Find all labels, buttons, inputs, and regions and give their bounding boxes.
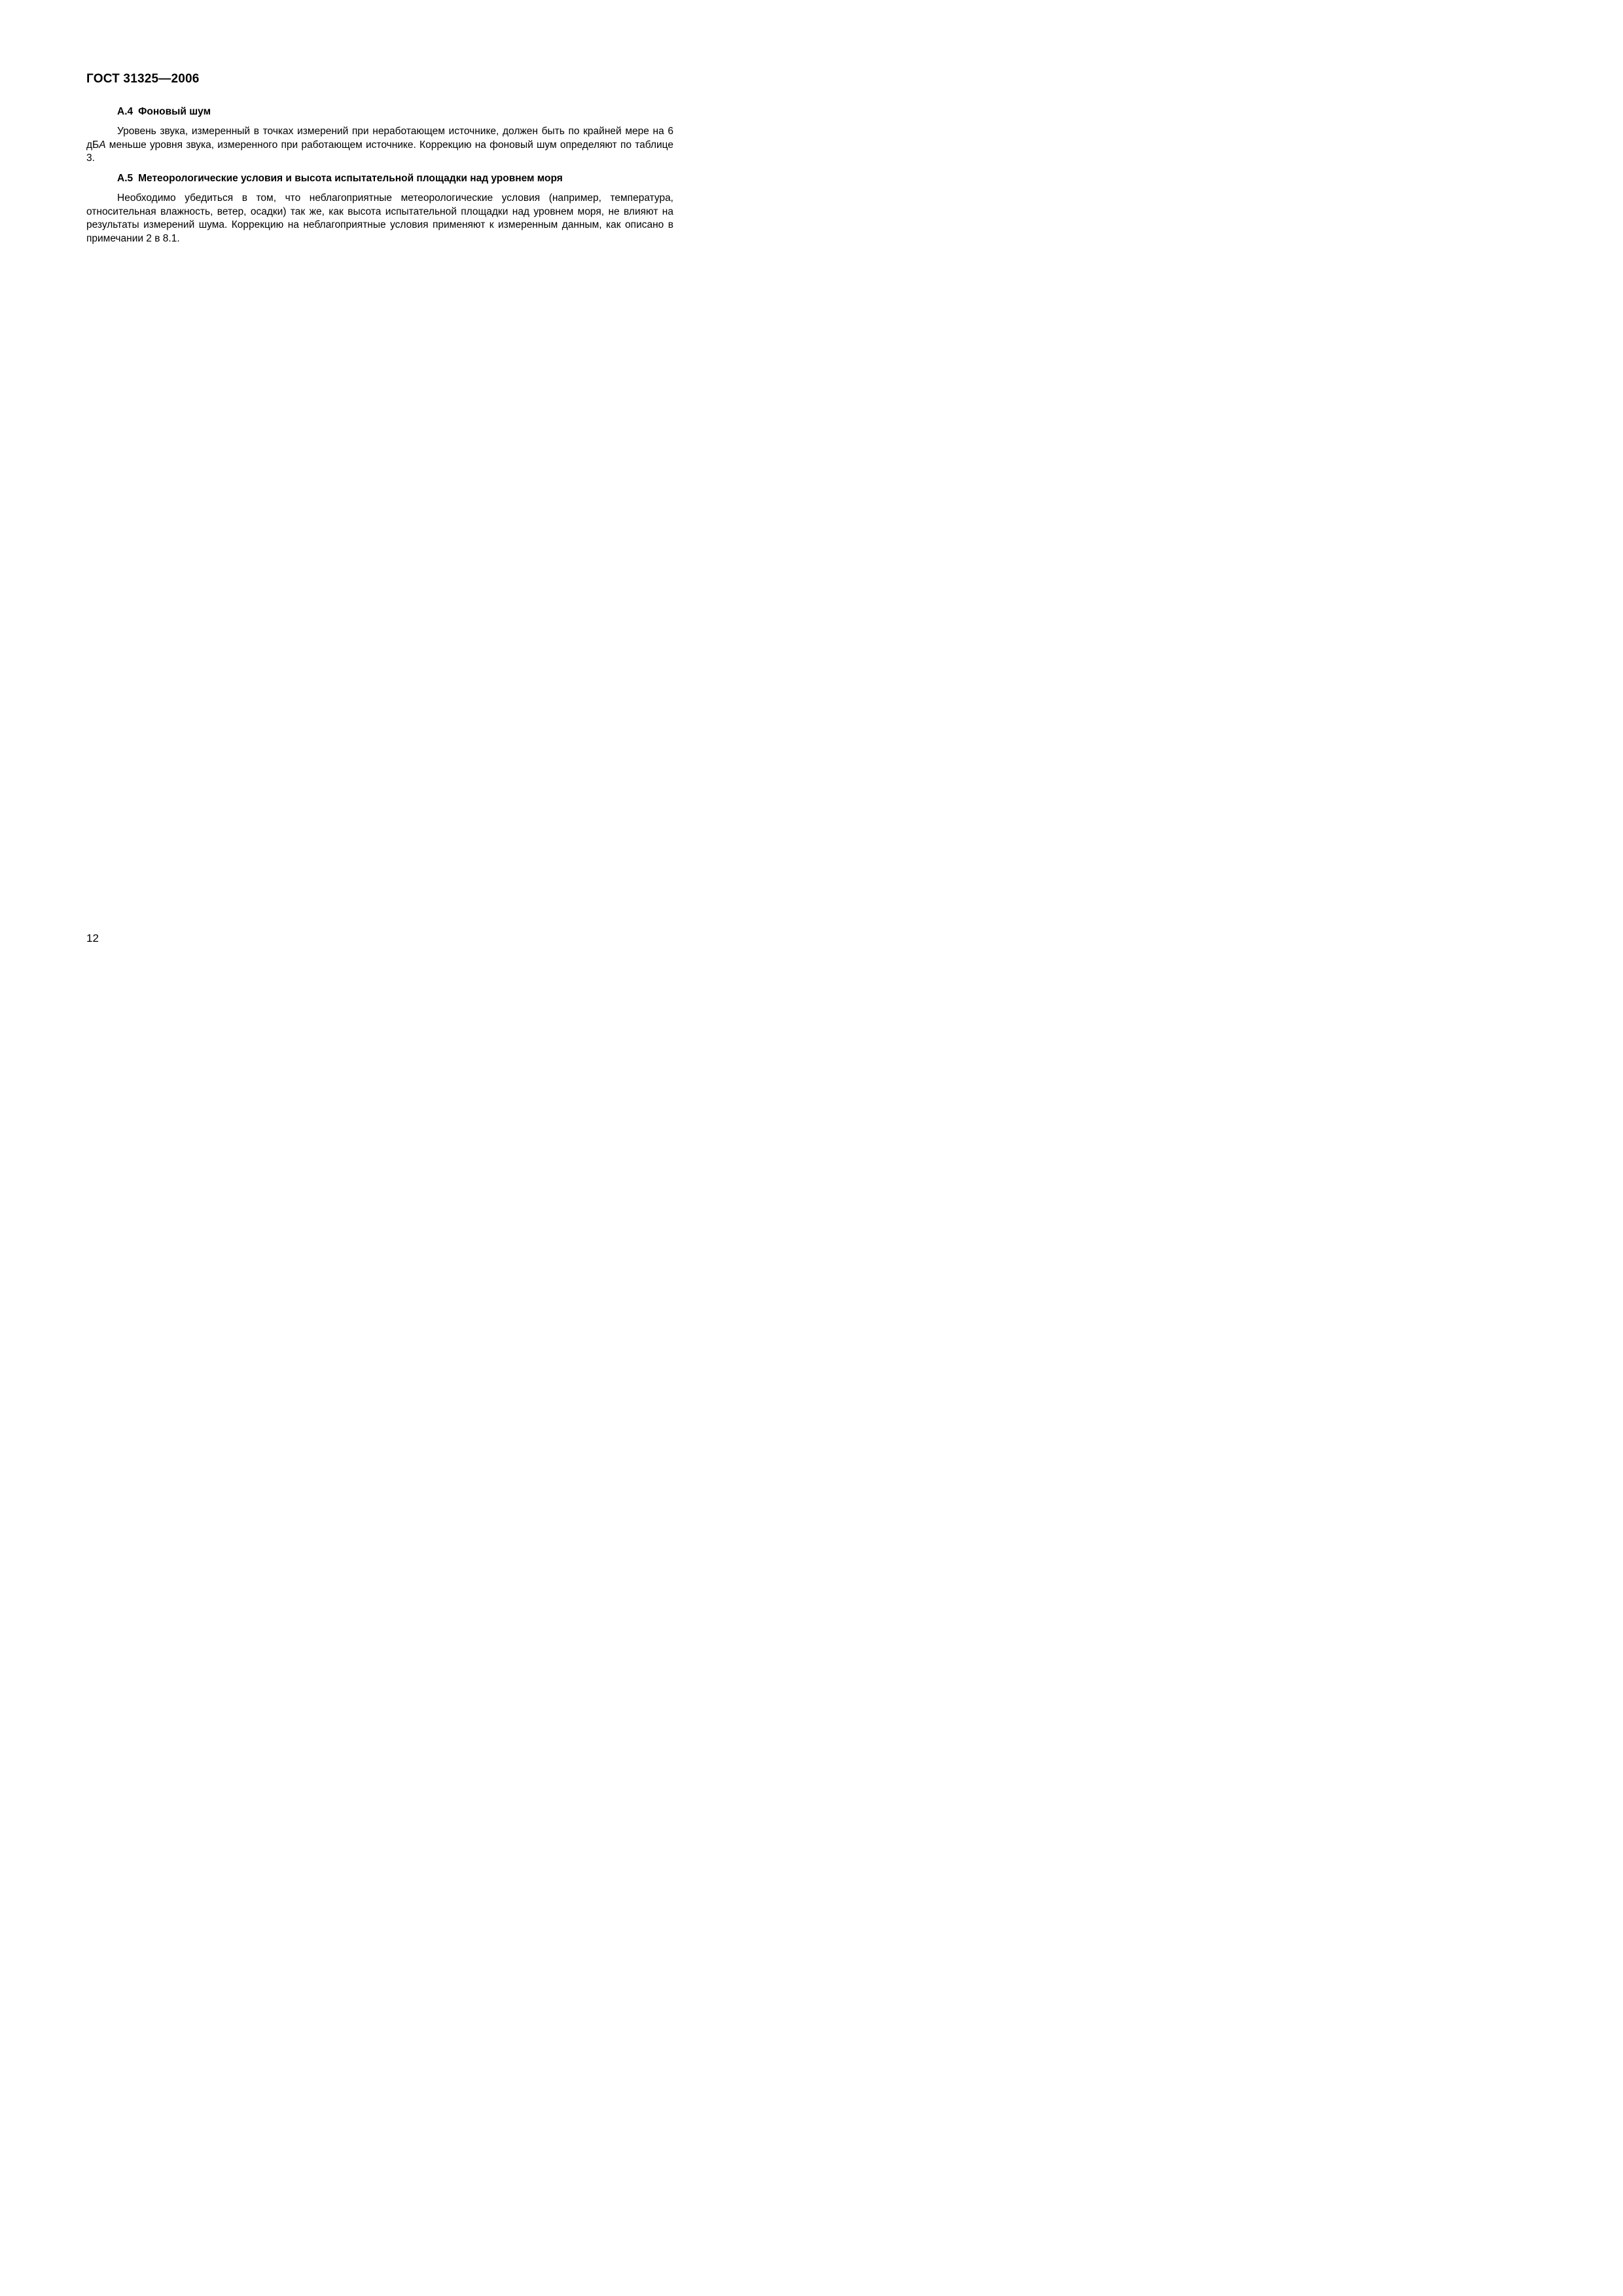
section-body: Необходимо убедиться в том, что неблагоприятные метеорологические условия (например, температура, относительная влажность, ветер, осадки) так же, как высота испытательной площадки над уровнем моря, не влияют на результаты измерений шума. Коррекцию на неблагоприятные условия применяют к измеренным данным, как описано в примечании 2 в 8.1. [86,192,673,244]
section-title [86,171,673,185]
section-body [86,125,673,166]
section-number: А.5 [117,173,134,184]
page-number: 12 [86,932,99,944]
section-title [86,105,673,118]
document-header: ГОСТ 31325—2006 [86,72,200,86]
body-text-italic-unit: А [99,139,106,151]
section-a4 [86,105,673,166]
section-title-text: Метеорологические условия и высота испытательной площадки над уровнем моря [138,173,563,184]
section-number: А.4 [117,106,134,117]
body-text: меньше уровня звука, измеренного при работающем источнике. Коррекцию на фоновый шум определяют по таблице 3. [86,139,673,164]
body-text: Уровень звука, измеренный в точках измерений при неработающем источнике, должен быть по крайней мере на 6 дБ [86,126,673,151]
section-title-text: Фоновый шум [138,106,211,117]
section-a5 [86,171,673,245]
